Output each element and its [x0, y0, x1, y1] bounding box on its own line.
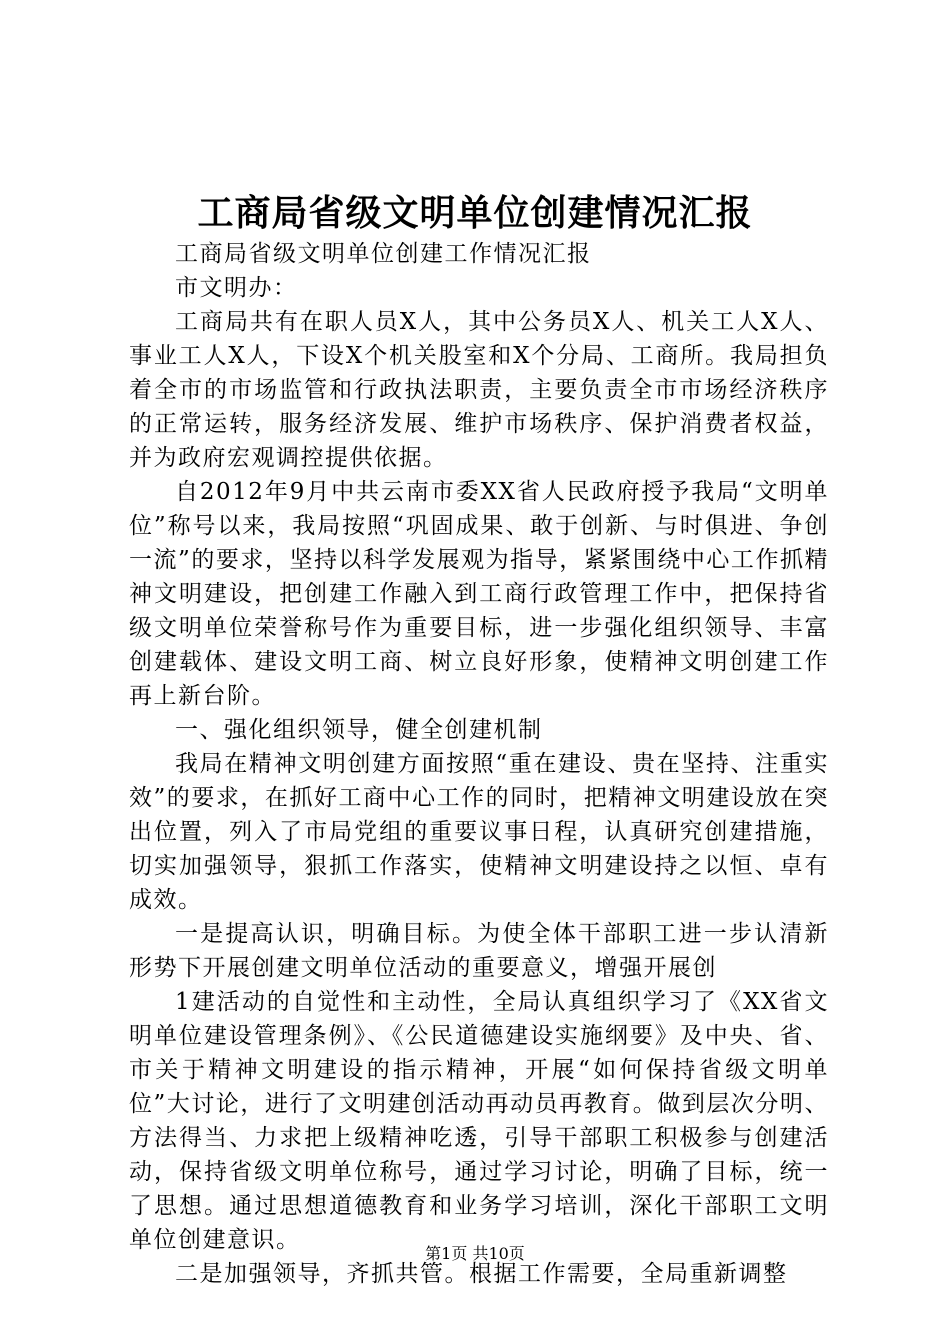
paragraph: 工商局共有在职人员X人，其中公务员X人、机关工人X人、事业工人X人，下设X个机关股室和X个分局、工商所。我局担负着全市的市场监管和行政执法职责，主要负责全市市场经济秩序的正常运转，服务经济发展、维护市场秩序、保护消费者权益，并为政府宏观调控提供依据。 — [129, 309, 829, 471]
salutation: 市文明办： — [175, 275, 298, 301]
document-title: 工商局省级文明单位创建情况汇报 — [197, 192, 753, 234]
paragraph: 我局在精神文明创建方面按照“重在建设、贵在坚持、注重实效”的要求，在抓好工商中心工作的同时，把精神文明建设放在突出位置，列入了市局党组的重要议事日程，认真研究创建措施，切实加强领导，狠抓工作落实，使精神文明建设持之以恒、卓有成效。 — [129, 751, 829, 913]
page-number: 第1页 共10页 — [425, 1244, 525, 1263]
paragraph: 自2012年9月中共云南市委XX省人民政府授予我局“文明单位”称号以来，我局按照“巩固成果、敢于创新、与时俱进、争创一流”的要求，坚持以科学发展观为指导，紧紧围绕中心工作抓精神文明建设，把创建工作融入到工商行政管理工作中，把保持省级文明单位荣誉称号作为重要目标，进一步强化组织领导、丰富创建载体、建设文明工商、树立良好形象，使精神文明创建工作再上新台阶。 — [129, 479, 829, 709]
paragraph: 二是加强领导，齐抓共管。根据工作需要，全局重新调整 — [175, 1261, 788, 1287]
document-body — [129, 237, 829, 1291]
paragraph: 1建活动的自觉性和主动性，全局认真组织学习了《XX省文明单位建设管理条例》、《公民道德建设实施纲要》及中央、省、市关于精神文明建设的指示精神，开展“如何保持省级文明单位”大讨论，进行了文明建创活动再动员再教育。做到层次分明、方法得当、力求把上级精神吃透，引导干部职工积极参与创建活动，保持省级文明单位称号，通过学习讨论，明确了目标，统一了思想。通过思想道德教育和业务学习培训，深化干部职工文明单位创建意识。 — [129, 989, 829, 1253]
paragraph: 一是提高认识，明确目标。为使全体干部职工进一步认清新形势下开展创建文明单位活动的重要意义，增强开展创 — [129, 921, 829, 981]
subtitle-line: 工商局省级文明单位创建工作情况汇报 — [175, 241, 592, 267]
section-heading: 一、强化组织领导，健全创建机制 — [175, 717, 543, 743]
